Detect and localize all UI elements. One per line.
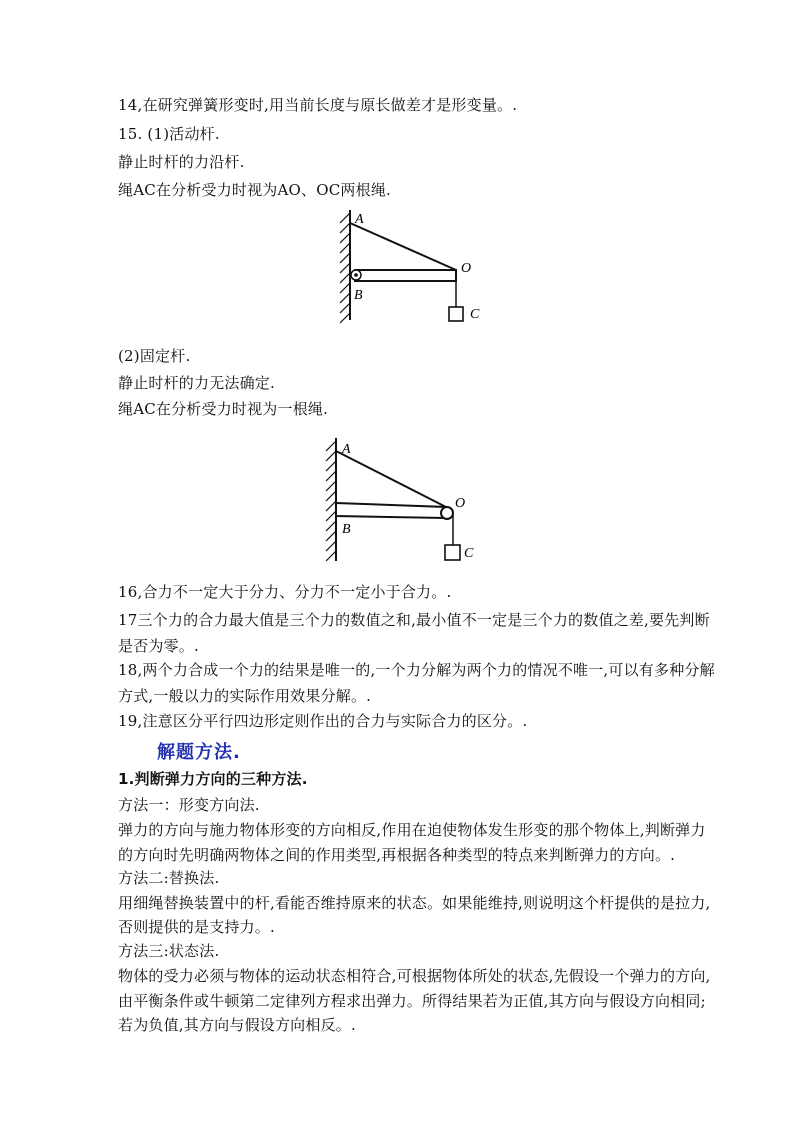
rod-bo-2 bbox=[336, 503, 446, 518]
note-18-line2: 方式,一般以力的实际作用效果分解。. bbox=[118, 687, 372, 705]
wall-hatching-2 bbox=[326, 438, 336, 561]
method-3-title: 方法三:状态法. bbox=[118, 942, 220, 960]
label-b: B bbox=[354, 288, 363, 303]
method-2-title: 方法二:替换法. bbox=[118, 869, 220, 887]
note-17-line2: 是否为零。. bbox=[118, 637, 199, 655]
label-c: C bbox=[470, 307, 480, 322]
note-15-fixed-title: (2)固定杆. bbox=[118, 347, 191, 365]
label-o-2: O bbox=[455, 496, 466, 511]
figure-fixed-rod bbox=[318, 433, 498, 573]
methods-subheading: 1.判断弹力方向的三种方法. bbox=[118, 770, 308, 788]
label-a: A bbox=[355, 212, 364, 227]
weight-c bbox=[449, 307, 463, 321]
note-17-line1: 17三个力的合力最大值是三个力的数值之和,最小值不一定是三个力的数值之差,要先判断 bbox=[118, 611, 710, 629]
rope-ao-2 bbox=[336, 451, 446, 507]
method-1-line1: 弹力的方向与施力物体形变的方向相反,作用在迫使物体发生形变的那个物体上,判断弹力 bbox=[118, 821, 706, 839]
note-16: 16,合力不一定大于分力、分力不一定小于合力。. bbox=[118, 583, 452, 601]
label-o: O bbox=[461, 261, 472, 276]
note-15-active-rod-rope: 绳AC在分析受力时视为AO、OC两根绳. bbox=[118, 181, 391, 199]
method-3-line3: 若为负值,其方向与假设方向相反。. bbox=[118, 1016, 356, 1034]
note-15-title: 15. (1)活动杆. bbox=[118, 125, 220, 143]
rod-bo bbox=[355, 270, 456, 281]
note-15-active-rod-force: 静止时杆的力沿杆. bbox=[118, 153, 245, 171]
note-19: 19,注意区分平行四边形定则作出的合力与实际合力的区分。. bbox=[118, 712, 528, 730]
method-1-line2: 的方向时先明确两物体之间的作用类型,再根据各种类型的特点来判断弹力的方向。. bbox=[118, 846, 676, 864]
label-a-2: A bbox=[342, 442, 351, 457]
note-15-fixed-rod-force: 静止时杆的力无法确定. bbox=[118, 374, 275, 392]
rope-ao bbox=[350, 223, 456, 270]
method-3-line1: 物体的受力必须与物体的运动状态相符合,可根据物体所处的状态,先假设一个弹力的方向, bbox=[118, 967, 711, 985]
label-c-2: C bbox=[464, 546, 474, 561]
label-b-2: B bbox=[342, 522, 351, 537]
weight-c-2 bbox=[445, 545, 460, 560]
figure-movable-rod bbox=[330, 205, 500, 340]
method-2-line2: 否则提供的是支持力。. bbox=[118, 918, 275, 936]
note-14: 14,在研究弹簧形变时,用当前长度与原长做差才是形变量。. bbox=[118, 96, 518, 114]
method-1-title: 方法一：形变方向法. bbox=[118, 796, 260, 814]
wall-hatching bbox=[340, 210, 350, 323]
method-3-line2: 由平衡条件或牛顿第二定律列方程求出弹力。所得结果若为正值,其方向与假设方向相同; bbox=[118, 992, 706, 1010]
method-2-line1: 用细绳替换装置中的杆,看能否维持原来的状态。如果能维持,则说明这个杆提供的是拉力, bbox=[118, 894, 711, 912]
hinge-pin bbox=[354, 273, 358, 277]
note-18-line1: 18,两个力合成一个力的结果是唯一的,一个力分解为两个力的情况不唯一,可以有多种分解 bbox=[118, 661, 715, 679]
note-15-fixed-rod-rope: 绳AC在分析受力时视为一根绳. bbox=[118, 400, 329, 418]
pulley-o bbox=[441, 507, 453, 519]
methods-heading: 解题方法. bbox=[157, 742, 241, 763]
